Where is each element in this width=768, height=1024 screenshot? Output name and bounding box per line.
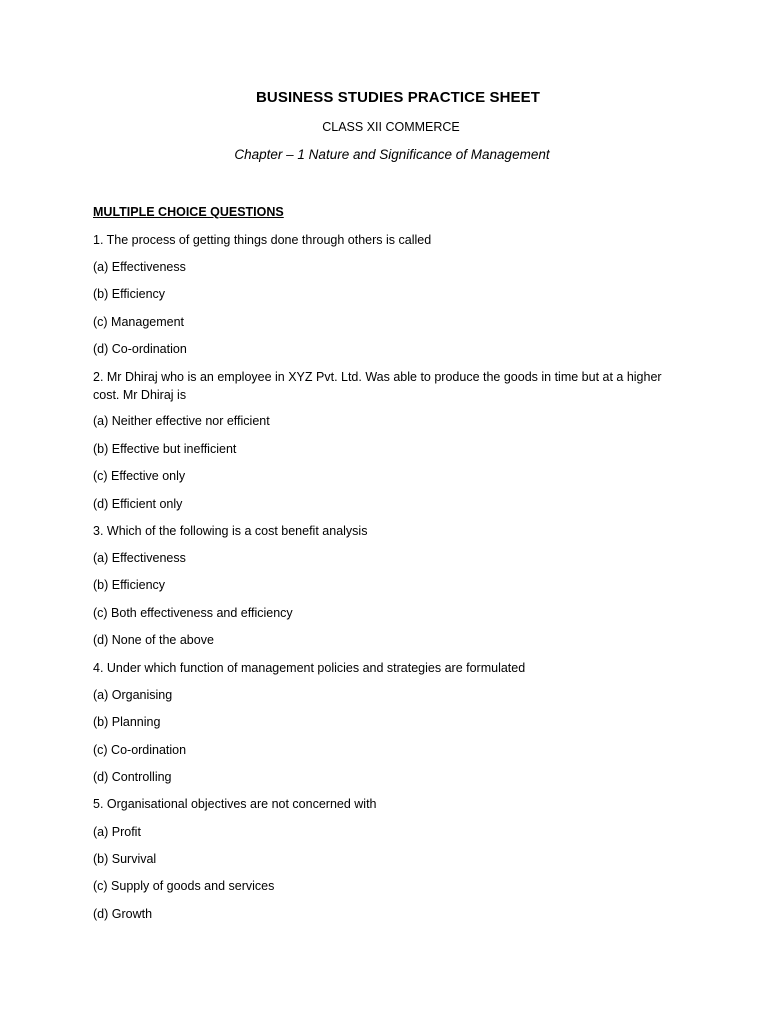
question-2-option-d: (d) Efficient only <box>93 497 183 511</box>
question-4: 4. Under which function of management policies and strategies are formulated <box>93 661 526 675</box>
question-4-option-b: (b) Planning <box>93 715 161 729</box>
question-3-option-d: (d) None of the above <box>93 633 214 647</box>
question-2: 2. Mr Dhiraj who is an employee in XYZ Pvt. Ltd. Was able to produce the goods in time but at a higher cost. Mr Dhiraj is <box>93 370 662 402</box>
question-4-option-a: (a) Organising <box>93 688 173 702</box>
question-3-option-b: (b) Efficiency <box>93 578 166 592</box>
question-3-option-a: (a) Effectiveness <box>93 551 186 565</box>
question-2-option-c: (c) Effective only <box>93 469 186 483</box>
question-2-option-b: (b) Effective but inefficient <box>93 442 237 456</box>
question-2-option-a: (a) Neither effective nor efficient <box>93 414 270 428</box>
chapter-title: Chapter – 1 Nature and Significance of Management <box>234 147 550 162</box>
class-label: CLASS XII COMMERCE <box>322 120 460 134</box>
question-5: 5. Organisational objectives are not concerned with <box>93 797 377 811</box>
question-3-option-c: (c) Both effectiveness and efficiency <box>93 606 293 620</box>
question-5-option-d: (d) Growth <box>93 907 153 921</box>
question-1-option-b: (b) Efficiency <box>93 287 166 301</box>
question-5-option-b: (b) Survival <box>93 852 157 866</box>
question-1-option-c: (c) Management <box>93 315 185 329</box>
question-3: 3. Which of the following is a cost benefit analysis <box>93 524 368 538</box>
question-1-option-d: (d) Co-ordination <box>93 342 187 356</box>
question-4-option-c: (c) Co-ordination <box>93 743 187 757</box>
section-heading: MULTIPLE CHOICE QUESTIONS <box>93 205 284 219</box>
question-4-option-d: (d) Controlling <box>93 770 172 784</box>
question-1: 1. The process of getting things done through others is called <box>93 233 432 247</box>
question-1-option-a: (a) Effectiveness <box>93 260 186 274</box>
sheet-title: BUSINESS STUDIES PRACTICE SHEET <box>256 89 540 106</box>
question-5-option-a: (a) Profit <box>93 825 141 839</box>
question-5-option-c: (c) Supply of goods and services <box>93 879 275 893</box>
